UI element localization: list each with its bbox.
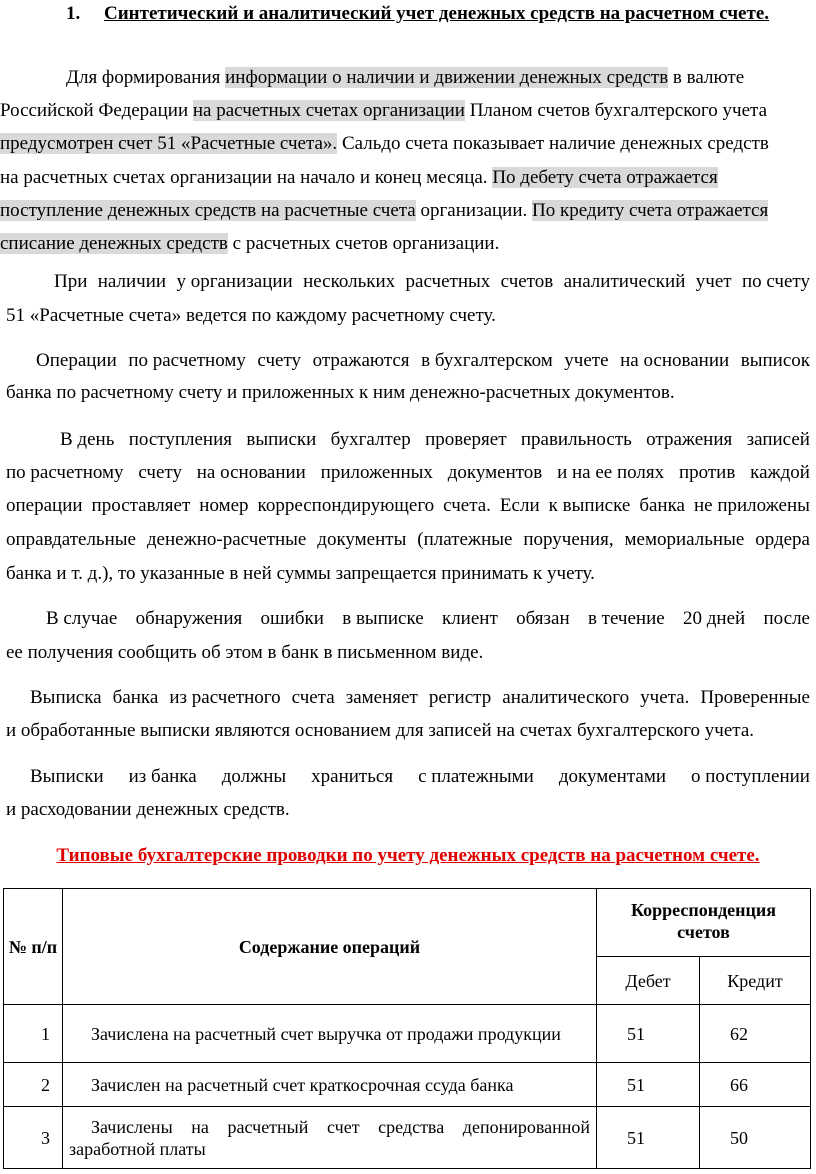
- p1-line-4: на расчетных счетах организации на начало и конец месяца. По дебету счета отражается: [0, 167, 718, 188]
- p5-line-2: ее получения сообщить об этом в банк в письменном виде.: [6, 642, 484, 663]
- row-debet: 51: [597, 1107, 700, 1169]
- highlighted-text: По кредиту счета отражается: [532, 200, 769, 221]
- row-number: 2: [4, 1063, 63, 1107]
- p1-line-5: поступление денежных средств на расчетные счета организации. По кредиту счета отражается: [0, 200, 769, 221]
- row-credit: 66: [700, 1063, 811, 1107]
- p1-line-3: предусмотрен счет 51 «Расчетные счета». Сальдо счета показывает наличие денежных средств: [0, 133, 769, 154]
- heading-number: 1.: [66, 3, 81, 24]
- p5-line-1: В случае обнаружения ошибки в выписке клиент обязан в течение 20 дней после: [46, 608, 810, 629]
- row-number: 1: [4, 1005, 63, 1063]
- header-number: № п/п: [4, 889, 63, 1005]
- highlighted-text: поступление денежных средств на расчетные счета: [0, 200, 416, 221]
- p6-line-1: Выписка банка из расчетного счета заменяет регистр аналитического учета. Проверенные: [30, 687, 810, 708]
- heading-title: Синтетический и аналитический учет денежных средств на расчетном счете.: [104, 3, 769, 24]
- row-content: Зачислена на расчетный счет выручка от продажи продукции: [63, 1005, 597, 1063]
- section-heading: [66, 2, 769, 26]
- p3-line-2: банка по расчетному счету и приложенных к ним денежно-расчетных документов.: [6, 382, 675, 403]
- highlighted-text: на расчетных счетах организации: [192, 100, 465, 121]
- table-row: [4, 1063, 811, 1107]
- p1-line-1: Для формирования информации о наличии и движении денежных средств в валюте: [66, 67, 745, 88]
- row-credit: 50: [700, 1107, 811, 1169]
- header-credit: Кредит: [700, 957, 811, 1005]
- p4-line-1: В день поступления выписки бухгалтер проверяет правильность отражения записей: [60, 429, 810, 450]
- highlighted-text: предусмотрен счет 51 «Расчетные счета».: [0, 133, 338, 154]
- row-content: Зачислен на расчетный счет краткосрочная ссуда банка: [63, 1063, 597, 1107]
- p1-line-6: списание денежных средств с расчетных счетов организации.: [0, 233, 500, 254]
- row-debet: 51: [597, 1005, 700, 1063]
- table-row: [4, 1005, 811, 1063]
- row-content: Зачислены на расчетный счет средства депонированной заработной платы: [63, 1107, 597, 1169]
- highlighted-text: списание денежных средств: [0, 233, 228, 254]
- row-credit: 62: [700, 1005, 811, 1063]
- p2-line-1: При наличии у организации нескольких расчетных счетов аналитический учет по счету: [54, 271, 810, 292]
- highlighted-text: По дебету счета отражается: [492, 167, 718, 188]
- header-correspondence: Корреспонденция счетов: [597, 889, 811, 957]
- p1-line-2: Российской Федерации на расчетных счетах организации Планом счетов бухгалтерского учета: [0, 100, 768, 121]
- p7-line-2: и расходовании денежных средств.: [6, 799, 290, 820]
- table-row: [4, 1107, 811, 1169]
- p6-line-2: и обработанные выписки являются основанием для записей на счетах бухгалтерского учета.: [6, 720, 755, 741]
- header-content: Содержание операций: [63, 889, 597, 1005]
- row-debet: 51: [597, 1063, 700, 1107]
- p4-line-4: оправдательные денежно-расчетные документы (платежные поручения, мемориальные ордера: [6, 529, 810, 550]
- p7-line-1: Выписки из банка должны храниться с платежными документами о поступлении: [30, 766, 810, 787]
- row-number: 3: [4, 1107, 63, 1169]
- p3-line-1: Операции по расчетному счету отражаются в бухгалтерском учете на основании выписок: [36, 350, 810, 371]
- table-title: Типовые бухгалтерские проводки по учету денежных средств на расчетном счете.: [56, 845, 760, 866]
- table-header-row: [4, 889, 811, 957]
- p4-line-2: по расчетному счету на основании приложенных документов и на ее полях против каждой: [6, 462, 810, 483]
- p4-line-5: банка и т. д.), то указанные в ней суммы запрещается принимать к учету.: [6, 563, 595, 584]
- p2-line-2: 51 «Расчетные счета» ведется по каждому расчетному счету.: [6, 305, 496, 326]
- p4-line-3: операции проставляет номер корреспондирующего счета. Если к выписке банка не приложены: [6, 495, 810, 516]
- highlighted-text: информации о наличии и движении денежных средств: [225, 67, 669, 88]
- postings-table: [3, 888, 811, 1169]
- header-debet: Дебет: [597, 957, 700, 1005]
